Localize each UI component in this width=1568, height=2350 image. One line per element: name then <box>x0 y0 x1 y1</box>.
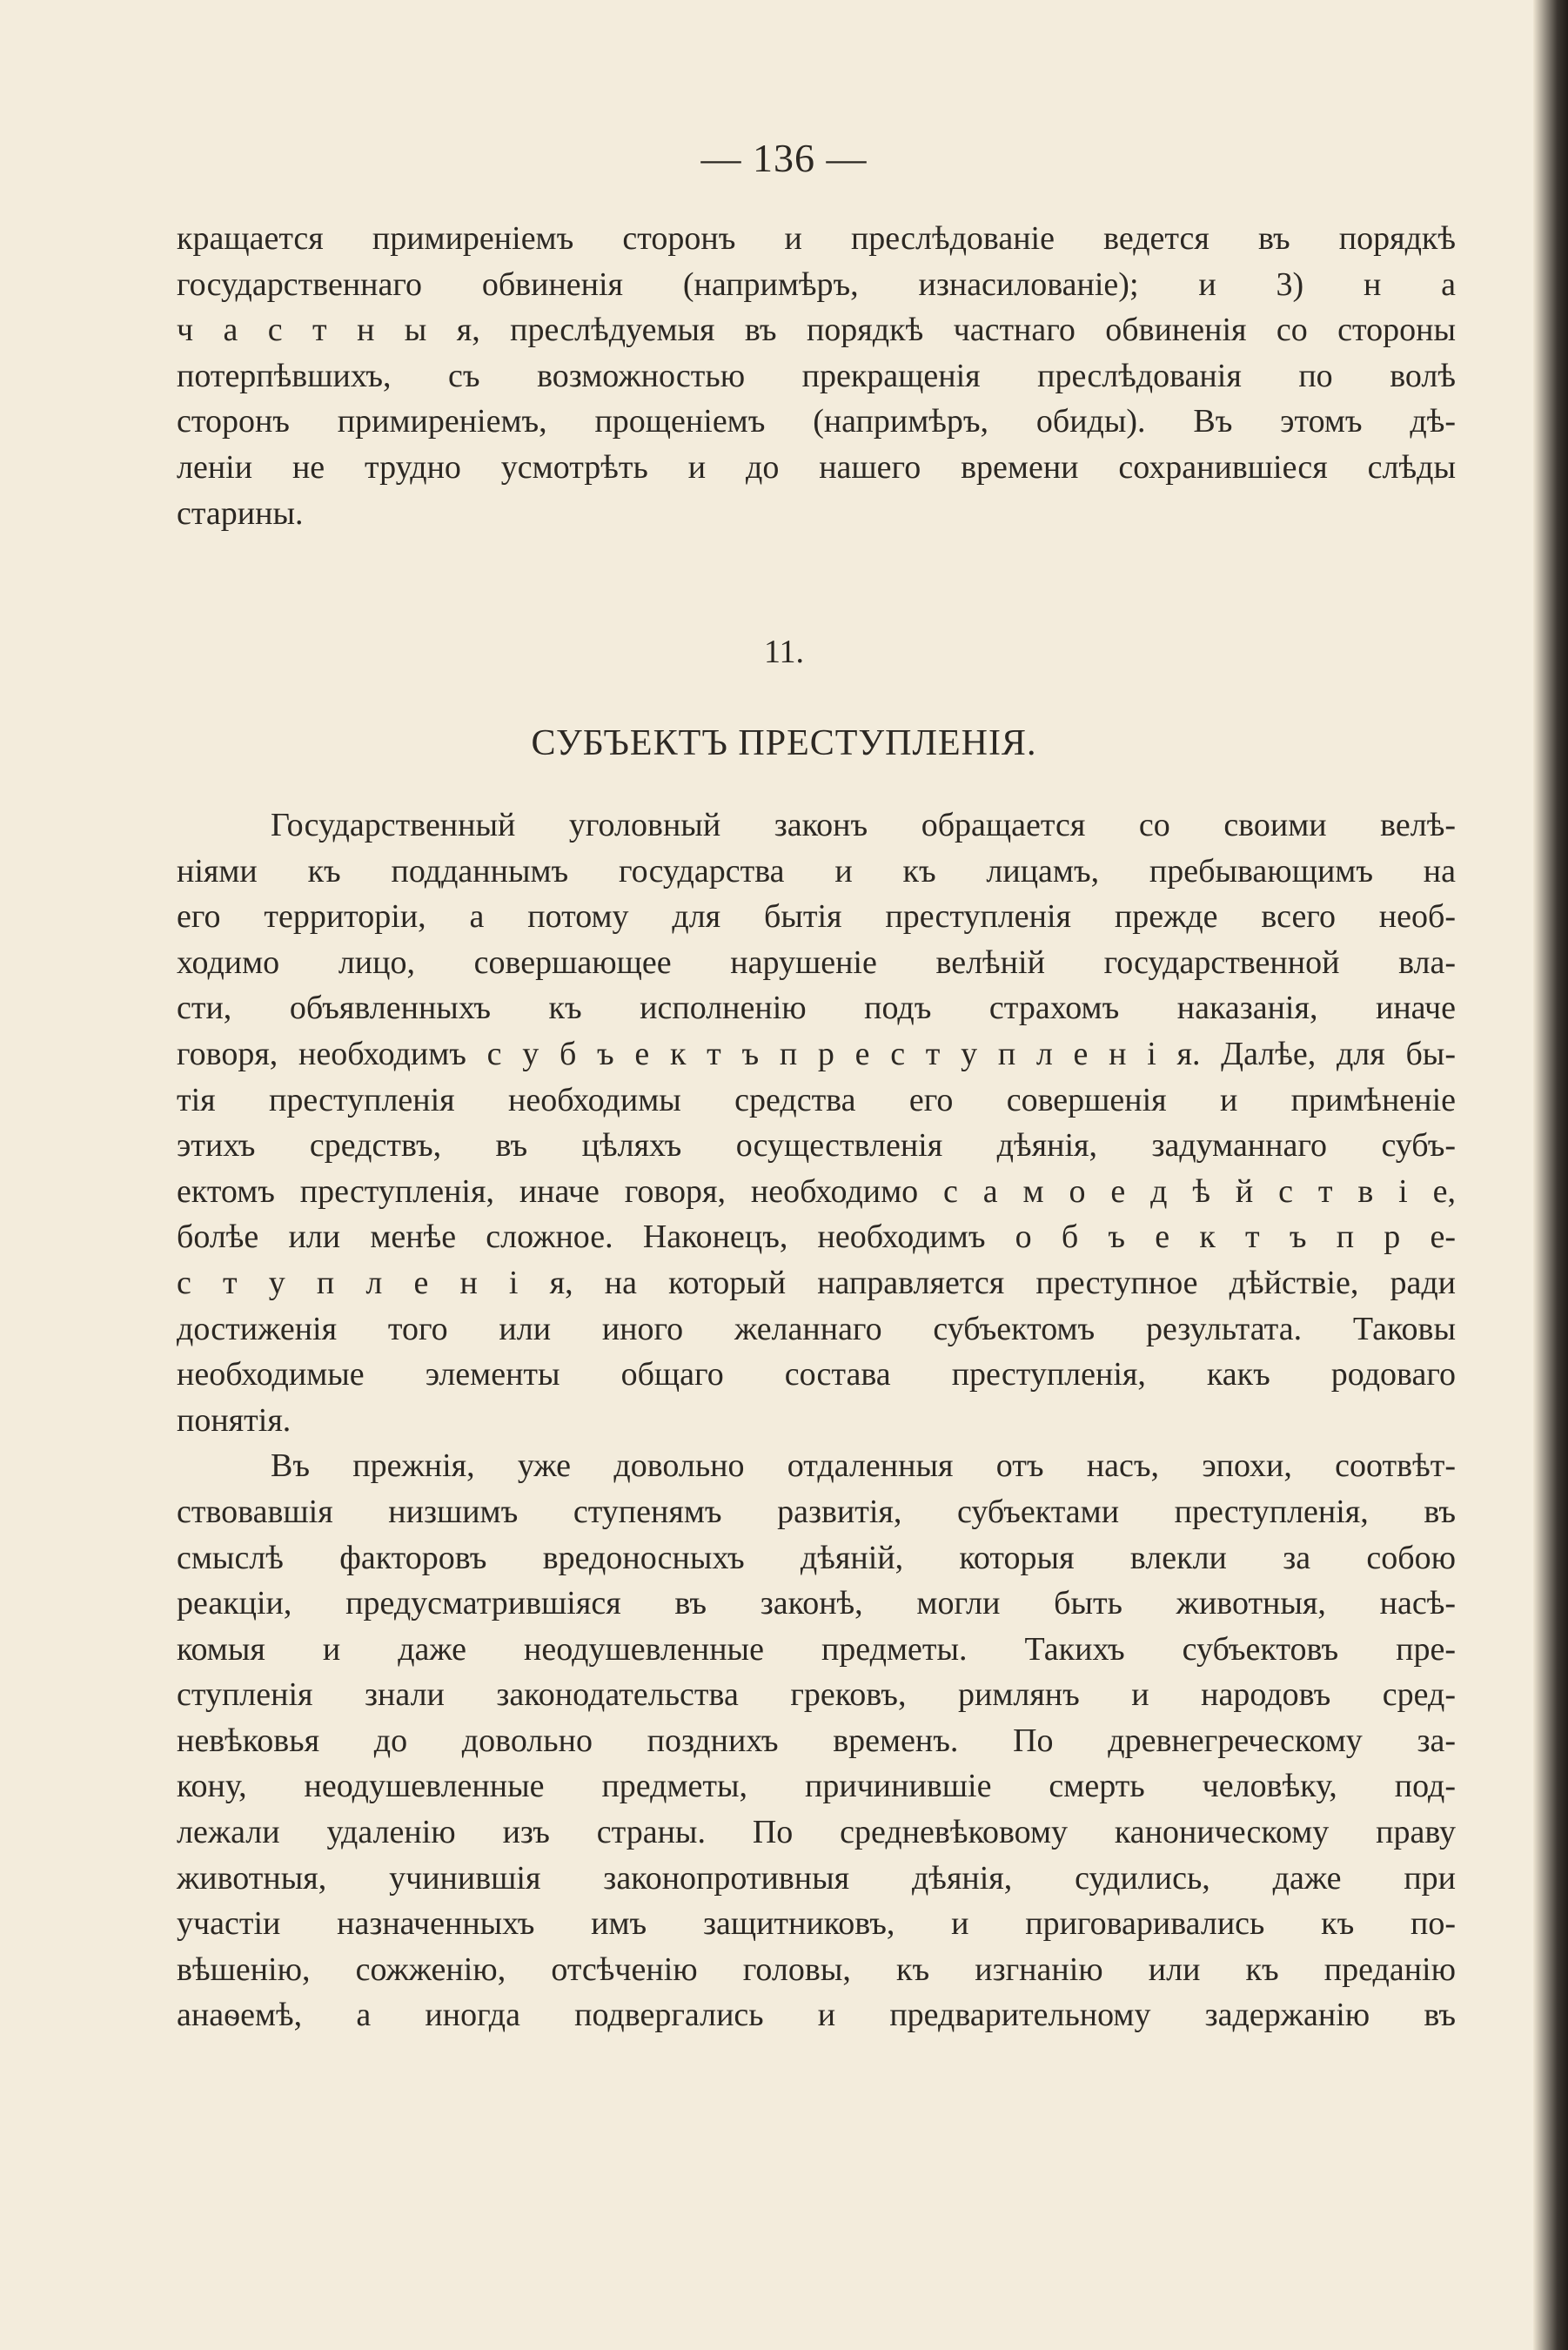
text-line: его территоріи, а потому для бытія преступленія прежде всего необ- <box>177 898 1456 936</box>
text-line: Государственный уголовный законъ обращается со своими велѣ- <box>271 807 1456 843</box>
text-line: болѣе или менѣе сложное. Наконецъ, необходимъ о б ъ е к т ъ п р е- <box>177 1219 1456 1256</box>
section-number: 11. <box>763 634 805 670</box>
text-line: потерпѣвшихъ, съ возможностью прекращенія преслѣдованія по волѣ <box>177 357 1456 394</box>
text-line: участіи назначенныхъ имъ защитниковъ, и приговаривались къ по- <box>177 1905 1456 1943</box>
text-line: с т у п л е н і я, на который направляется преступное дѣйствіе, ради <box>177 1264 1456 1301</box>
text-line: кращается примиреніемъ сторонъ и преслѣдованіе ведется въ порядкѣ <box>177 220 1456 257</box>
text-line: невѣковья до довольно позднихъ временъ. По древнегреческому за- <box>177 1722 1456 1759</box>
text-line: сторонъ примиреніемъ, прощеніемъ (напримѣръ, обиды). Въ этомъ дѣ- <box>177 403 1456 440</box>
text-line: этихъ средствъ, въ цѣляхъ осуществленія дѣянія, задуманнаго субъ- <box>177 1127 1456 1165</box>
text-line: животныя, учинившія законопротивныя дѣянія, судились, даже при <box>177 1859 1456 1897</box>
text-line: Въ прежнія, уже довольно отдаленныя отъ насъ, эпохи, соотвѣт- <box>271 1447 1456 1485</box>
text-line: понятія. <box>177 1401 291 1439</box>
text-line: ствовавшія низшимъ ступенямъ развитія, субъектами преступленія, въ <box>177 1493 1456 1530</box>
text-line: достиженія того или иного желаннаго субъектомъ результата. Таковы <box>177 1310 1456 1347</box>
text-line: леніи не трудно усмотрѣть и до нашего времени сохранившіеся слѣды <box>177 448 1456 486</box>
book-spine-edge <box>1533 0 1568 2350</box>
text-line: реакціи, предусматрившіяся въ законѣ, могли быть животныя, насѣ- <box>177 1585 1456 1622</box>
text-line: ступленія знали законодательства грековъ, римлянъ и народовъ сред- <box>177 1676 1456 1714</box>
text-line: сти, объявленныхъ къ исполненію подъ страхомъ наказанія, иначе <box>177 990 1456 1027</box>
text-line: ч а с т н ы я, преслѣдуемыя въ порядкѣ частнаго обвиненія со стороны <box>177 312 1456 349</box>
text-line: необходимые элементы общаго состава преступленія, какъ родоваго <box>177 1356 1456 1393</box>
main-text <box>177 802 1456 2038</box>
text-line: ектомъ преступленія, иначе говоря, необходимо с а м о е д ѣ й с т в і е, <box>177 1172 1456 1210</box>
text-line: старины. <box>177 494 304 532</box>
text-line: ходимо лицо, совершающее нарушеніе велѣній государственной вла- <box>177 943 1456 981</box>
text-line: анаѳемѣ, а иногда подвергались и предварительному задержанію въ <box>177 1997 1456 2034</box>
text-line: лежали удаленію изъ страны. По средневѣковому каноническому праву <box>177 1814 1456 1851</box>
text-line: вѣшенію, сожженію, отсѣченію головы, къ изгнанію или къ преданію <box>177 1950 1456 1988</box>
paragraph-top <box>177 216 1456 536</box>
text-line: смыслѣ факторовъ вредоносныхъ дѣяній, которыя влекли за собою <box>177 1539 1456 1576</box>
page-number: — 136 — <box>700 136 868 180</box>
text-line: комыя и даже неодушевленные предметы. Такихъ субъектовъ пре- <box>177 1630 1456 1668</box>
text-line: говоря, необходимъ с у б ъ е к т ъ п р е с т у п л е н і я. Далѣе, для бы- <box>177 1035 1456 1072</box>
section-title: СУБЪЕКТЪ ПРЕСТУПЛЕНІЯ. <box>531 723 1037 763</box>
text-line: ніями къ подданнымъ государства и къ лицамъ, пребывающимъ на <box>177 852 1456 890</box>
text-line: тія преступленія необходимы средства его совершенія и примѣненіе <box>177 1081 1456 1118</box>
text-line: государственнаго обвиненія (напримѣръ, изнасилованіе); и 3) н а <box>177 265 1456 303</box>
text-line: кону, неодушевленные предметы, причинившіе смерть человѣку, под- <box>177 1768 1456 1805</box>
